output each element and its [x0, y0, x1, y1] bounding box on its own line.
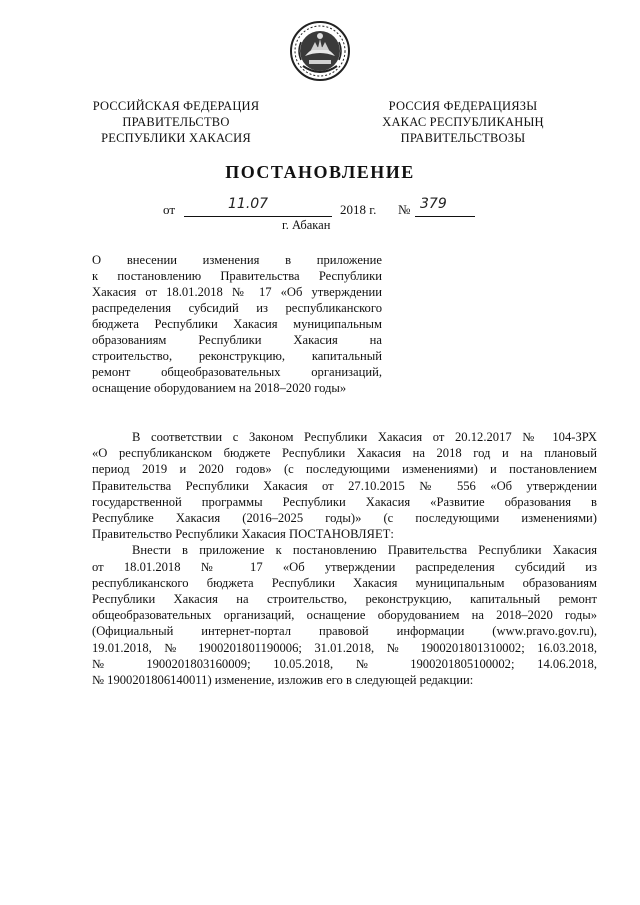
subject-line: Хакасия от 18.01.2018 № 17 «Об утверждении [92, 285, 382, 299]
number-sign-label: № [398, 202, 411, 217]
body-paragraph-2 [92, 542, 597, 688]
subject-line: оснащение оборудованием на 2018–2020 годы» [92, 381, 347, 395]
subject-block [92, 252, 382, 396]
subject-line: образованиям Республики Хакасия на [92, 333, 382, 347]
body-line: № 1900201806140011) изменение, изложив его в следующей редакции: [92, 673, 474, 688]
subject-line: строительство, реконструкцию, капитальный [92, 349, 382, 363]
body-line: государственной программы Республики Хакасия «Развитие образования в [92, 494, 597, 509]
city-label: г. Абакан [282, 218, 331, 232]
year-label: 2018 г. [340, 202, 377, 217]
handwritten-number: 379 [420, 196, 447, 212]
body-line: (Официальный интернет-портал правовой информации (www.pravo.gov.ru), [92, 624, 597, 639]
number-underline [415, 216, 475, 217]
body-line: Правительство Республики Хакасия ПОСТАНОВЛЯЕТ: [92, 527, 394, 542]
subject-line: к постановлению Правительства Республики [92, 269, 382, 283]
header-right-line-3: ПРАВИТЕЛЬСТВОЗЫ [400, 131, 526, 145]
body-line: № 1900201803160009; 10.05.2018, № 1900201805100002; 14.06.2018, [92, 656, 597, 671]
body-line: Внести в приложение к постановлению Правительства Республики Хакасия [132, 543, 597, 558]
subject-line: распределения субсидий из республиканского [92, 301, 382, 315]
date-underline [184, 216, 332, 217]
body-text [92, 429, 597, 688]
document-title: ПОСТАНОВЛЕНИЕ [225, 162, 415, 182]
date-number-line [0, 196, 640, 220]
handwritten-date: 11.07 [228, 196, 269, 212]
body-line: В соответствии с Законом Республики Хакасия от 20.12.2017 № 104-ЗРХ [132, 430, 597, 444]
body-line: Республики Хакасия на строительство, реконструкцию, капитальный ремонт [92, 592, 597, 607]
body-line: 19.01.2018, № 1900201801190006; 31.01.2018, № 1900201801310002; 16.03.2018, [92, 640, 597, 655]
body-line: Республике Хакасия (2016–2025 годы)» (с последующими изменениями) [92, 511, 597, 526]
header-left-block [70, 98, 282, 146]
body-line: общеобразовательных организаций, оснащение оборудованием на 2018–2020 годы» [92, 608, 597, 623]
subject-line: ремонт общеобразовательных организаций, [92, 365, 382, 379]
body-line: республиканского бюджета Республики Хакасия муниципальным образованиям [92, 575, 597, 590]
header-left-line-3: РЕСПУБЛИКИ ХАКАСИЯ [101, 131, 251, 145]
subject-line: О внесении изменения в приложение [92, 253, 382, 267]
date-from-label: от [163, 202, 176, 217]
header-right-line-2: ХАКАС РЕСПУБЛИКАНЫҢ [382, 115, 544, 129]
subject-line: бюджета Республики Хакасия муниципальным [92, 317, 382, 331]
header-right-block [355, 98, 571, 146]
body-line: от 18.01.2018 № 17 «Об утверждении распределения субсидий из [92, 559, 597, 574]
header-left-line-2: ПРАВИТЕЛЬСТВО [122, 115, 230, 129]
coat-of-arms-emblem [289, 20, 351, 82]
header-left-line-1: РОССИЙСКАЯ ФЕДЕРАЦИЯ [92, 99, 260, 113]
header-right-line-1: РОССИЯ ФЕДЕРАЦИЯЗЫ [388, 99, 538, 113]
body-line: Правительства Республики Хакасия от 27.10.2015 № 556 «Об утверждении [92, 478, 597, 493]
body-paragraph-1 [92, 429, 597, 542]
body-line: «О республиканском бюджете Республики Хакасия на 2018 год и на плановый [92, 446, 597, 461]
body-line: период 2019 и 2020 годов» (с последующими изменениями) и постановлением [92, 462, 597, 477]
